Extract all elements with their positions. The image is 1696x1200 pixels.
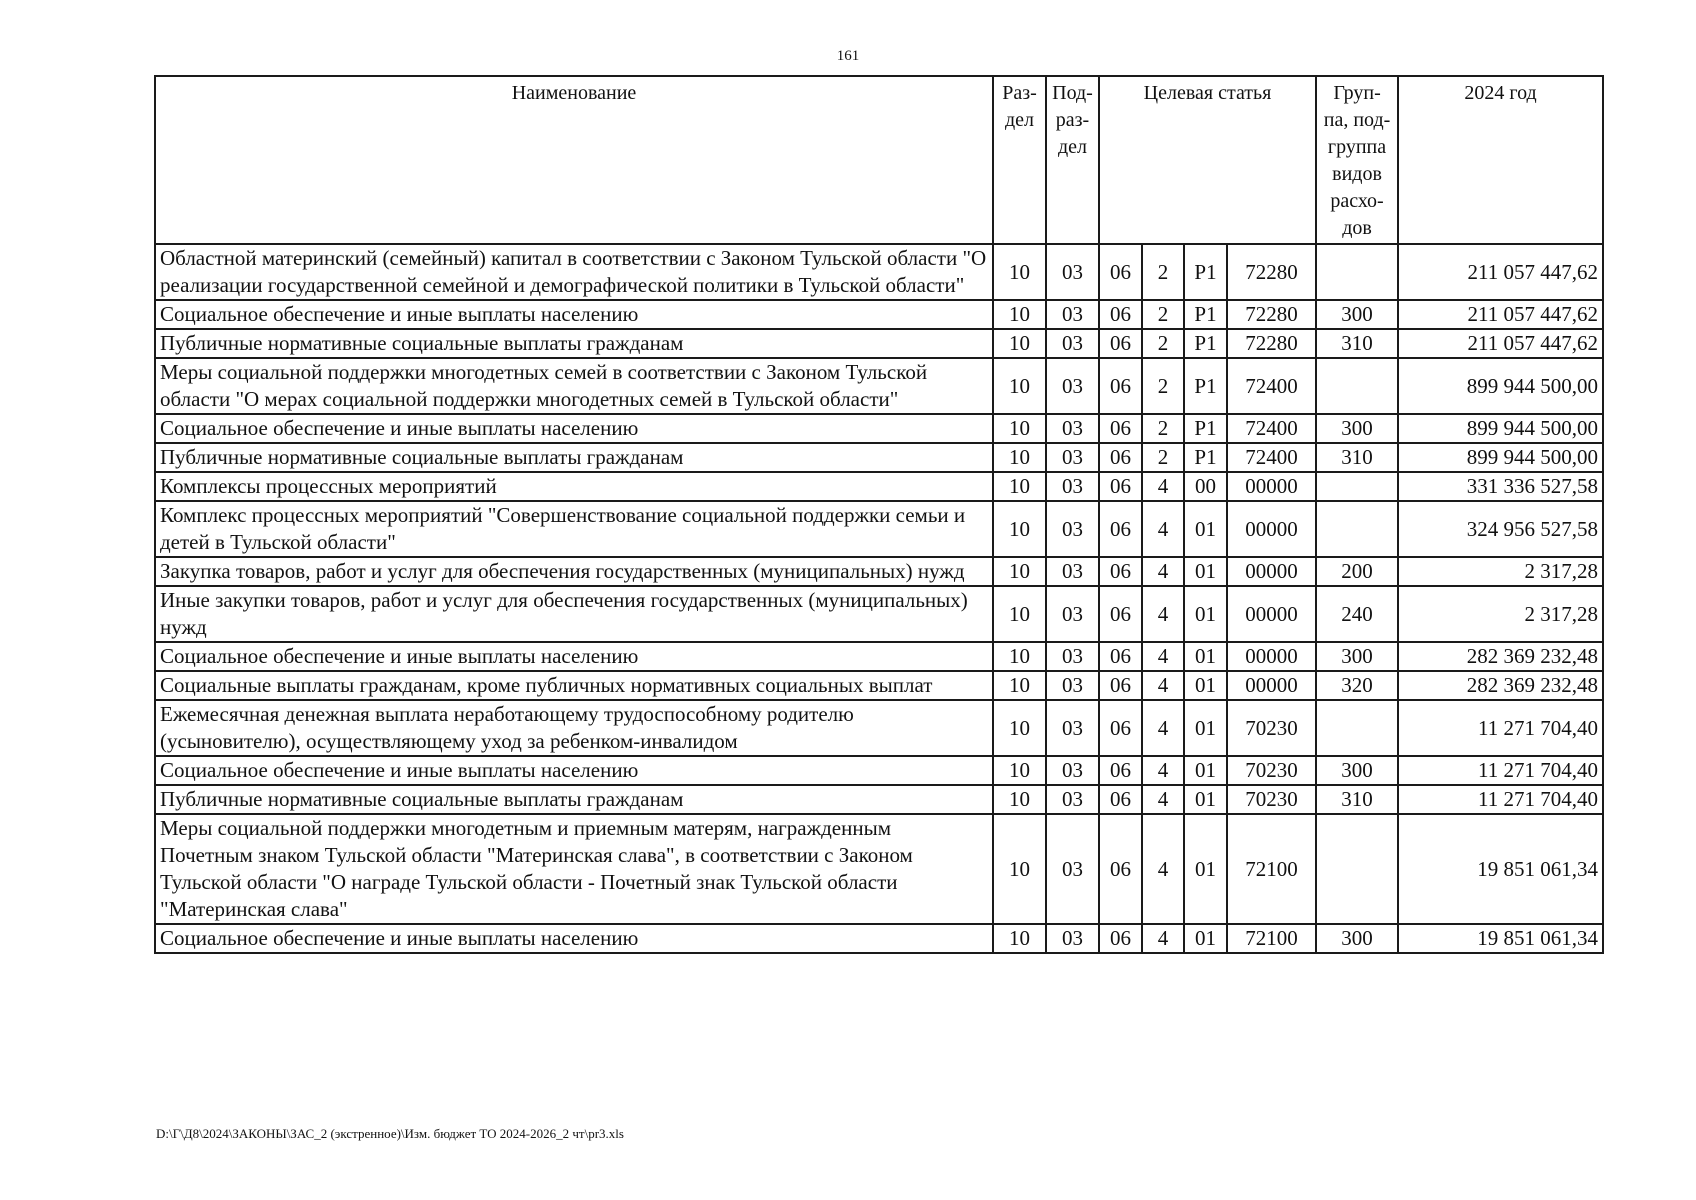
cell-expense-group — [1316, 501, 1398, 557]
cell-target-program: 06 — [1099, 443, 1142, 472]
table-row — [155, 557, 1603, 586]
cell-expense-group: 300 — [1316, 300, 1398, 329]
header-target-article: Целевая статья — [1099, 76, 1316, 244]
cell-target-subprogram: 4 — [1142, 756, 1184, 785]
cell-subsection: 03 — [1046, 814, 1099, 924]
cell-target-program: 06 — [1099, 642, 1142, 671]
cell-target-event: Р1 — [1184, 244, 1227, 300]
cell-name: Публичные нормативные социальные выплаты гражданам — [155, 443, 993, 472]
cell-target-subprogram: 4 — [1142, 501, 1184, 557]
cell-amount: 282 369 232,48 — [1398, 642, 1603, 671]
cell-target-program: 06 — [1099, 472, 1142, 501]
table-row — [155, 472, 1603, 501]
cell-amount: 899 944 500,00 — [1398, 443, 1603, 472]
cell-subsection: 03 — [1046, 642, 1099, 671]
cell-target-event: Р1 — [1184, 300, 1227, 329]
cell-amount: 19 851 061,34 — [1398, 924, 1603, 953]
cell-expense-group — [1316, 358, 1398, 414]
table-row — [155, 756, 1603, 785]
table-row — [155, 700, 1603, 756]
cell-target-program: 06 — [1099, 557, 1142, 586]
table-row — [155, 329, 1603, 358]
cell-target-subprogram: 4 — [1142, 924, 1184, 953]
file-path-footer: D:\Г\Д8\2024\ЗАКОНЫ\ЗАС_2 (экстренное)\Изм. бюджет ТО 2024-2026_2 чт\pr3.xls — [156, 1126, 624, 1141]
cell-target-direction: 70230 — [1227, 756, 1316, 785]
cell-target-program: 06 — [1099, 586, 1142, 642]
cell-section: 10 — [993, 358, 1046, 414]
cell-target-direction: 00000 — [1227, 557, 1316, 586]
cell-target-direction: 72100 — [1227, 814, 1316, 924]
table-row — [155, 358, 1603, 414]
cell-expense-group: 300 — [1316, 414, 1398, 443]
cell-section: 10 — [993, 924, 1046, 953]
cell-target-event: Р1 — [1184, 414, 1227, 443]
cell-name: Социальное обеспечение и иные выплаты населению — [155, 756, 993, 785]
cell-target-event: 01 — [1184, 700, 1227, 756]
cell-name: Иные закупки товаров, работ и услуг для обеспечения государственных (муниципальных) нужд — [155, 586, 993, 642]
cell-name: Областной материнский (семейный) капитал в соответствии с Законом Тульской области "О реализации государственной семейной и демографической политики в Тульской области" — [155, 244, 993, 300]
cell-subsection: 03 — [1046, 300, 1099, 329]
table-row — [155, 671, 1603, 700]
cell-target-program: 06 — [1099, 814, 1142, 924]
cell-section: 10 — [993, 244, 1046, 300]
cell-section: 10 — [993, 443, 1046, 472]
cell-target-program: 06 — [1099, 244, 1142, 300]
cell-target-program: 06 — [1099, 785, 1142, 814]
cell-target-subprogram: 4 — [1142, 472, 1184, 501]
header-row — [155, 76, 1603, 244]
cell-target-subprogram: 4 — [1142, 671, 1184, 700]
cell-expense-group — [1316, 472, 1398, 501]
cell-amount: 282 369 232,48 — [1398, 671, 1603, 700]
cell-section: 10 — [993, 557, 1046, 586]
cell-subsection: 03 — [1046, 756, 1099, 785]
cell-amount: 211 057 447,62 — [1398, 300, 1603, 329]
cell-subsection: 03 — [1046, 557, 1099, 586]
cell-target-direction: 70230 — [1227, 700, 1316, 756]
cell-expense-group: 240 — [1316, 586, 1398, 642]
table-row — [155, 501, 1603, 557]
cell-target-program: 06 — [1099, 329, 1142, 358]
cell-section: 10 — [993, 785, 1046, 814]
cell-target-event: Р1 — [1184, 443, 1227, 472]
table-row — [155, 586, 1603, 642]
header-year: 2024 год — [1398, 76, 1603, 244]
cell-target-program: 06 — [1099, 300, 1142, 329]
cell-section: 10 — [993, 671, 1046, 700]
page-number: 161 — [836, 48, 860, 64]
cell-name: Публичные нормативные социальные выплаты гражданам — [155, 329, 993, 358]
cell-name: Ежемесячная денежная выплата неработающему трудоспособному родителю (усыновителю), осуществляющему уход за ребенком-инвалидом — [155, 700, 993, 756]
cell-target-program: 06 — [1099, 924, 1142, 953]
cell-amount: 211 057 447,62 — [1398, 329, 1603, 358]
table-row — [155, 814, 1603, 924]
cell-name: Комплекс процессных мероприятий "Совершенствование социальной поддержки семьи и детей в Тульской области" — [155, 501, 993, 557]
cell-target-direction: 00000 — [1227, 472, 1316, 501]
cell-amount: 11 271 704,40 — [1398, 756, 1603, 785]
cell-section: 10 — [993, 300, 1046, 329]
cell-subsection: 03 — [1046, 924, 1099, 953]
cell-amount: 324 956 527,58 — [1398, 501, 1603, 557]
cell-target-direction: 72100 — [1227, 924, 1316, 953]
table-row — [155, 924, 1603, 953]
header-subsection: Под- раз- дел — [1046, 76, 1099, 244]
table-row — [155, 443, 1603, 472]
table-row — [155, 414, 1603, 443]
cell-target-direction: 72400 — [1227, 443, 1316, 472]
header-section: Раз- дел — [993, 76, 1046, 244]
cell-target-subprogram: 2 — [1142, 358, 1184, 414]
cell-target-event: Р1 — [1184, 358, 1227, 414]
cell-section: 10 — [993, 700, 1046, 756]
cell-target-event: 01 — [1184, 785, 1227, 814]
cell-target-event: Р1 — [1184, 329, 1227, 358]
cell-subsection: 03 — [1046, 501, 1099, 557]
cell-target-direction: 00000 — [1227, 671, 1316, 700]
cell-expense-group: 300 — [1316, 756, 1398, 785]
cell-name: Меры социальной поддержки многодетным и приемным матерям, награжденным Почетным знаком Тульской области "Материнская слава", в соответствии с Законом Тульской области "О награде Тульской области - Почетный знак Тульской области "Материнская слава" — [155, 814, 993, 924]
cell-expense-group: 310 — [1316, 443, 1398, 472]
cell-target-subprogram: 2 — [1142, 300, 1184, 329]
cell-section: 10 — [993, 472, 1046, 501]
cell-target-event: 01 — [1184, 586, 1227, 642]
cell-amount: 2 317,28 — [1398, 586, 1603, 642]
cell-target-event: 01 — [1184, 924, 1227, 953]
cell-section: 10 — [993, 586, 1046, 642]
cell-target-event: 01 — [1184, 756, 1227, 785]
cell-target-program: 06 — [1099, 700, 1142, 756]
cell-subsection: 03 — [1046, 244, 1099, 300]
cell-amount: 331 336 527,58 — [1398, 472, 1603, 501]
cell-name: Социальное обеспечение и иные выплаты населению — [155, 924, 993, 953]
cell-subsection: 03 — [1046, 443, 1099, 472]
cell-subsection: 03 — [1046, 700, 1099, 756]
cell-name: Социальные выплаты гражданам, кроме публичных нормативных социальных выплат — [155, 671, 993, 700]
cell-name: Меры социальной поддержки многодетных семей в соответствии с Законом Тульской области "О мерах социальной поддержки многодетных семей в Тульской области" — [155, 358, 993, 414]
cell-section: 10 — [993, 329, 1046, 358]
cell-target-direction: 00000 — [1227, 642, 1316, 671]
cell-target-event: 00 — [1184, 472, 1227, 501]
cell-name: Социальное обеспечение и иные выплаты населению — [155, 300, 993, 329]
cell-name: Социальное обеспечение и иные выплаты населению — [155, 414, 993, 443]
cell-target-direction: 00000 — [1227, 586, 1316, 642]
cell-name: Публичные нормативные социальные выплаты гражданам — [155, 785, 993, 814]
cell-expense-group: 310 — [1316, 785, 1398, 814]
cell-target-subprogram: 2 — [1142, 414, 1184, 443]
cell-subsection: 03 — [1046, 414, 1099, 443]
cell-amount: 211 057 447,62 — [1398, 244, 1603, 300]
cell-expense-group: 310 — [1316, 329, 1398, 358]
table-row — [155, 300, 1603, 329]
cell-subsection: 03 — [1046, 671, 1099, 700]
cell-section: 10 — [993, 814, 1046, 924]
table-row — [155, 244, 1603, 300]
cell-target-direction: 72280 — [1227, 300, 1316, 329]
cell-subsection: 03 — [1046, 358, 1099, 414]
table-row — [155, 642, 1603, 671]
cell-target-program: 06 — [1099, 756, 1142, 785]
cell-name: Комплексы процессных мероприятий — [155, 472, 993, 501]
cell-target-direction: 00000 — [1227, 501, 1316, 557]
cell-target-event: 01 — [1184, 671, 1227, 700]
cell-target-program: 06 — [1099, 414, 1142, 443]
cell-target-direction: 72280 — [1227, 244, 1316, 300]
cell-expense-group: 320 — [1316, 671, 1398, 700]
cell-amount: 11 271 704,40 — [1398, 700, 1603, 756]
cell-subsection: 03 — [1046, 329, 1099, 358]
cell-target-subprogram: 4 — [1142, 642, 1184, 671]
cell-target-subprogram: 2 — [1142, 329, 1184, 358]
cell-subsection: 03 — [1046, 586, 1099, 642]
table-row — [155, 785, 1603, 814]
cell-subsection: 03 — [1046, 472, 1099, 501]
cell-expense-group: 300 — [1316, 924, 1398, 953]
cell-target-direction: 72280 — [1227, 329, 1316, 358]
cell-section: 10 — [993, 756, 1046, 785]
cell-target-program: 06 — [1099, 358, 1142, 414]
header-name: Наименование — [155, 76, 993, 244]
cell-amount: 899 944 500,00 — [1398, 358, 1603, 414]
cell-target-event: 01 — [1184, 642, 1227, 671]
cell-target-subprogram: 2 — [1142, 244, 1184, 300]
cell-expense-group: 200 — [1316, 557, 1398, 586]
cell-expense-group — [1316, 700, 1398, 756]
cell-name: Закупка товаров, работ и услуг для обеспечения государственных (муниципальных) нужд — [155, 557, 993, 586]
cell-subsection: 03 — [1046, 785, 1099, 814]
cell-name: Социальное обеспечение и иные выплаты населению — [155, 642, 993, 671]
cell-expense-group: 300 — [1316, 642, 1398, 671]
header-expense-group: Груп- па, под- группа видов расхо- дов — [1316, 76, 1398, 244]
cell-target-subprogram: 2 — [1142, 443, 1184, 472]
cell-amount: 19 851 061,34 — [1398, 814, 1603, 924]
table-body — [155, 244, 1603, 953]
cell-target-subprogram: 4 — [1142, 586, 1184, 642]
cell-amount: 2 317,28 — [1398, 557, 1603, 586]
cell-amount: 11 271 704,40 — [1398, 785, 1603, 814]
cell-section: 10 — [993, 642, 1046, 671]
cell-target-event: 01 — [1184, 814, 1227, 924]
cell-target-subprogram: 4 — [1142, 785, 1184, 814]
cell-target-event: 01 — [1184, 557, 1227, 586]
cell-target-subprogram: 4 — [1142, 700, 1184, 756]
cell-target-direction: 70230 — [1227, 785, 1316, 814]
cell-section: 10 — [993, 501, 1046, 557]
cell-target-program: 06 — [1099, 671, 1142, 700]
cell-target-subprogram: 4 — [1142, 557, 1184, 586]
cell-target-program: 06 — [1099, 501, 1142, 557]
cell-target-direction: 72400 — [1227, 414, 1316, 443]
cell-target-subprogram: 4 — [1142, 814, 1184, 924]
cell-expense-group — [1316, 814, 1398, 924]
cell-expense-group — [1316, 244, 1398, 300]
budget-table — [154, 75, 1604, 954]
cell-target-direction: 72400 — [1227, 358, 1316, 414]
cell-target-event: 01 — [1184, 501, 1227, 557]
cell-section: 10 — [993, 414, 1046, 443]
cell-amount: 899 944 500,00 — [1398, 414, 1603, 443]
